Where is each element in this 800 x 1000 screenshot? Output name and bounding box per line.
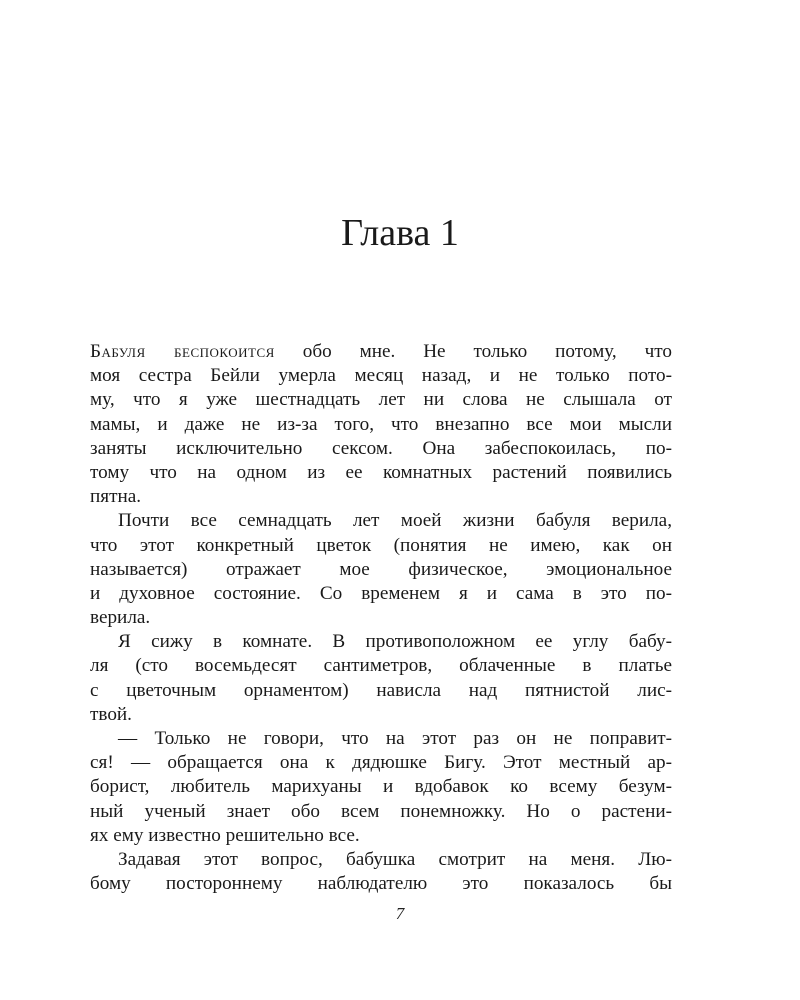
text-line: Задавая этот вопрос, бабушка смотрит на меня. Лю-: [118, 848, 672, 870]
chapter-body: [90, 340, 672, 896]
text-line: и духовное состояние. Со временем я и сама в это по-: [90, 582, 672, 604]
opening-small-caps: Бабуля беспокоится: [90, 341, 275, 362]
text-line: твой.: [90, 703, 132, 725]
opening-rest: обо мне. Не только потому, что: [274, 341, 672, 362]
text-line: — Только не говори, что на этот раз он не поправит-: [118, 728, 672, 749]
text-line: что этот конкретный цветок (понятия не имею, как он: [90, 534, 672, 556]
text-line: [90, 340, 672, 364]
text-line: верила.: [90, 607, 151, 629]
text-line: тому что на одном из ее комнатных растений появились: [90, 461, 672, 483]
text-line: заняты исключительно сексом. Она забеспокоилась, по-: [90, 437, 672, 459]
page-number: 7: [395, 904, 405, 923]
text-line: бому постороннему наблюдателю это показалось бы: [90, 873, 672, 895]
text-line: пятна.: [90, 486, 142, 508]
text-line: Я сижу в комнате. В противоположном ее углу бабу-: [118, 631, 672, 653]
text-line: моя сестра Бейли умерла месяц назад, и не только пото-: [90, 365, 672, 387]
text-line: ля (сто восемьдесят сантиметров, облаченные в платье: [90, 655, 672, 677]
text-line: называется) отражает мое физическое, эмоциональное: [90, 558, 672, 580]
text-line: ный ученый знает обо всем понемножку. Но о растени-: [90, 800, 672, 822]
text-line: ся! — обращается она к дядюшке Бигу. Этот местный ар-: [90, 752, 672, 774]
text-line: с цветочным орнаментом) нависла над пятнистой лис-: [90, 679, 672, 701]
text-line: Почти все семнадцать лет моей жизни бабуля верила,: [118, 510, 672, 532]
text-line: борист, любитель марихуаны и вдобавок ко всему безум-: [90, 776, 672, 798]
chapter-title: Глава 1: [341, 212, 459, 254]
text-line: му, что я уже шестнадцать лет ни слова не слышала от: [90, 389, 672, 411]
text-line: ях ему известно решительно все.: [90, 824, 360, 846]
text-line: мамы, и даже не из-за того, что внезапно все мои мысли: [90, 413, 672, 435]
